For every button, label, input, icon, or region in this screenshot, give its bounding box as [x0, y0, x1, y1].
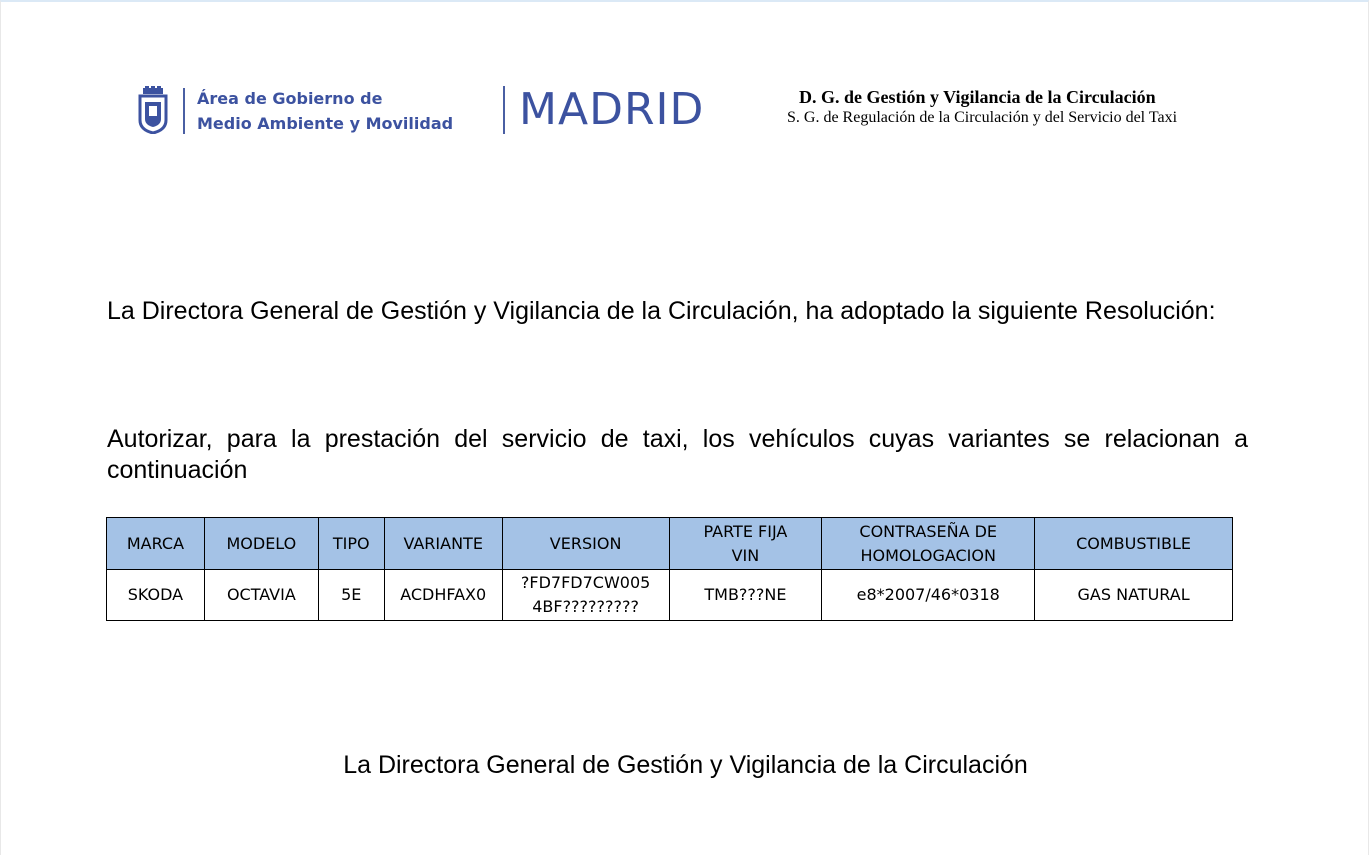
header-line: VIN — [731, 545, 760, 565]
header-divider — [183, 88, 185, 134]
cell-version — [502, 570, 669, 621]
resolution-text: Autorizar, para la prestación del servicio de taxi, los vehículos cuyas variantes se relacionan a continuación — [107, 425, 1248, 484]
column-header-version: VERSION — [502, 518, 669, 570]
subdirectorate-title: S. G. de Regulación de la Circulación y del Servicio del Taxi — [787, 109, 1178, 126]
header-line: PARTE FIJA — [703, 521, 788, 541]
area-line1: Área de Gobierno de — [197, 89, 383, 108]
cell-marca: SKODA — [107, 570, 205, 621]
cell-modelo: OCTAVIA — [204, 570, 318, 621]
column-header-combustible: COMBUSTIBLE — [1035, 518, 1233, 570]
table-row — [107, 570, 1233, 621]
column-header-modelo: MODELO — [204, 518, 318, 570]
column-header-contrasena — [822, 518, 1035, 570]
cell-parte-fija-vin: TMB???NE — [669, 570, 822, 621]
header-line: CONTRASEÑA DE — [859, 521, 998, 541]
signature-line: La Directora General de Gestión y Vigilancia de la Circulación — [343, 751, 1028, 779]
resolution-intro: La Directora General de Gestión y Vigilancia de la Circulación, ha adoptado la siguiente Resolución: — [107, 297, 1216, 325]
cell-variante: ACDHFAX0 — [384, 570, 502, 621]
header-divider — [503, 86, 505, 134]
cell-tipo: 5E — [318, 570, 384, 621]
header-line: HOMOLOGACION — [860, 545, 996, 565]
government-area — [197, 86, 453, 136]
table-header-row — [107, 518, 1233, 570]
madrid-coat-of-arms-icon — [137, 86, 169, 134]
column-header-variante: VARIANTE — [384, 518, 502, 570]
version-line: ?FD7FD7CW005 — [520, 573, 651, 592]
directorate-title: D. G. de Gestión y Vigilancia de la Circulación — [799, 87, 1156, 107]
cell-combustible: GAS NATURAL — [1035, 570, 1233, 621]
vehicle-table — [106, 517, 1233, 621]
area-line2: Medio Ambiente y Movilidad — [197, 114, 454, 133]
version-line: 4BF????????? — [532, 597, 639, 616]
cell-contrasena: e8*2007/46*0318 — [822, 570, 1035, 621]
column-header-marca: MARCA — [107, 518, 205, 570]
city-logo: MADRID — [519, 84, 705, 135]
column-header-tipo: TIPO — [318, 518, 384, 570]
column-header-parte-fija-vin — [669, 518, 822, 570]
